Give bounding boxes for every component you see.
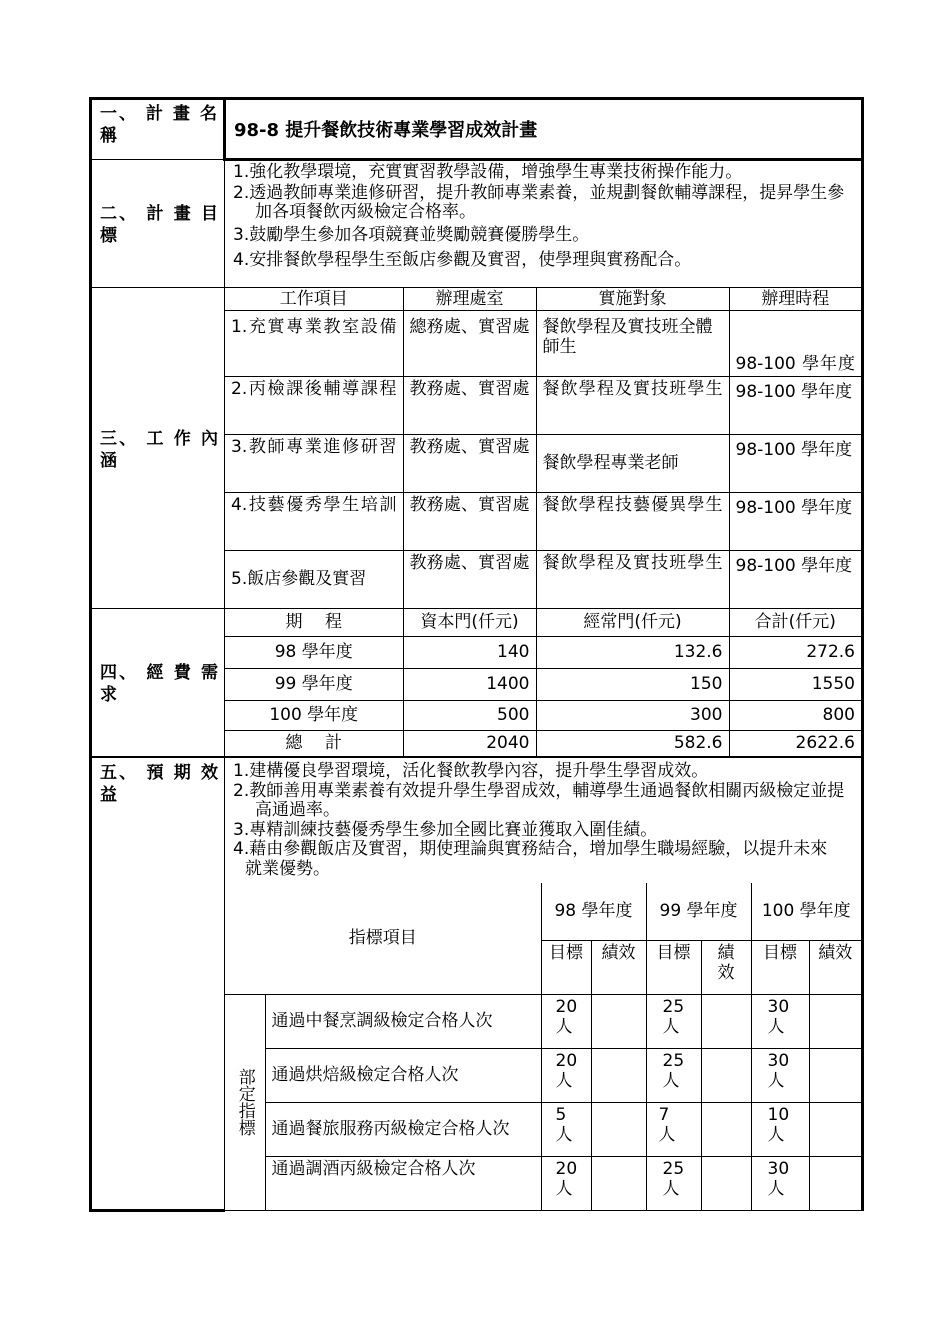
work-target: 餐飲學程專業老師 [536, 434, 729, 492]
objective-item: 3.鼓勵學生參加各項競賽並獎勵競賽優勝學生。 [233, 225, 590, 245]
result-99 [701, 1156, 751, 1210]
budget-total: 800 [729, 700, 861, 730]
target-98: 20 人 [541, 1156, 591, 1210]
section-3-label-a: 三、 工 作 內 [100, 428, 218, 449]
budget-table [225, 609, 861, 756]
plan-table [89, 97, 864, 1212]
target-100: 30 人 [751, 1048, 809, 1102]
work-header-item: 工作項目 [225, 288, 403, 310]
target-98: 20 人 [541, 994, 591, 1048]
work-item: 4.技藝優秀學生培訓 [225, 492, 403, 550]
group-label: 部定指標 [234, 1068, 255, 1137]
objective-item: 2.透過教師專業進修研習，提升教師專業素養，並規劃餐飲輔導課程，提昇學生參加各項餐飲丙級檢定合格率。 [233, 183, 845, 222]
budget-current: 150 [536, 668, 729, 700]
year-header-99: 99 學年度 [646, 883, 751, 940]
work-office: 教務處、實習處 [403, 376, 536, 434]
year-header-100: 100 學年度 [751, 883, 861, 940]
work-target: 餐飲學程技藝優異學生 [536, 492, 729, 550]
target-100: 30 人 [751, 1156, 809, 1210]
table-row [225, 310, 861, 376]
section-2-label-cell [91, 160, 225, 288]
section-3-content [225, 288, 863, 609]
section-5-content [225, 757, 863, 1211]
work-schedule: 98-100 學年度 [729, 310, 861, 376]
table-row [225, 636, 861, 668]
budget-period: 98 學年度 [225, 636, 403, 668]
section-1-content [225, 99, 863, 160]
section-2-label-a: 二、 計 畫 目 [100, 204, 218, 224]
objectives-list [225, 161, 861, 270]
work-office: 教務處、實習處 [403, 550, 536, 608]
work-header-office: 辦理處室 [403, 288, 536, 310]
indicator-name: 通過調酒丙級檢定合格人次 [265, 1156, 541, 1210]
section-2-label-b: 標 [100, 226, 117, 246]
work-target: 餐飲學程及實技班全體師生 [536, 310, 729, 376]
result-header: 績效 [701, 940, 751, 994]
work-item: 1.充實專業教室設備 [225, 310, 403, 376]
table-row [225, 994, 861, 1048]
section-1-label-a: 一、 計 畫 名 [100, 104, 217, 124]
result-98 [591, 1156, 646, 1210]
benefit-item: 1.建構優良學習環境，活化餐飲教學內容，提升學生學習成效。 [233, 761, 709, 781]
result-98 [591, 1102, 646, 1156]
work-target: 餐飲學程及實技班學生 [536, 376, 729, 434]
table-row [225, 668, 861, 700]
target-header: 目標 [646, 940, 701, 994]
target-98: 5 人 [541, 1102, 591, 1156]
budget-total: 1550 [729, 668, 861, 700]
budget-current: 582.6 [536, 730, 729, 756]
section-3-label-cell [91, 288, 225, 609]
budget-header-capital: 資本門(仟元) [403, 609, 536, 636]
indicator-name: 通過中餐烹調級檢定合格人次 [265, 994, 541, 1048]
work-office: 教務處、實習處 [403, 492, 536, 550]
table-row [225, 434, 861, 492]
benefit-item: 3.專精訓練技藝優秀學生參加全國比賽並獲取入圍佳績。 [233, 819, 658, 840]
budget-total: 272.6 [729, 636, 861, 668]
work-schedule: 98-100 學年度 [729, 492, 861, 550]
table-row [225, 376, 861, 434]
budget-header-period: 期 程 [225, 609, 403, 636]
work-header-target: 實施對象 [536, 288, 729, 310]
target-header: 目標 [751, 940, 809, 994]
plan-title: 98-8 提升餐飲技術專業學習成效計畫 [234, 120, 538, 141]
benefit-item: 就業優勢。 [245, 858, 330, 879]
indicator-header: 指標項目 [225, 883, 541, 994]
benefit-item: 4.藉由參觀飯店及實習，期使理論與實務結合，增加學生職場經驗，以提升未來 [233, 839, 828, 859]
result-99 [701, 1102, 751, 1156]
target-100: 30 人 [751, 994, 809, 1048]
section-4-label-cell [91, 609, 225, 758]
work-target: 餐飲學程及實技班學生 [536, 550, 729, 608]
section-5-label-cell [91, 757, 225, 1211]
result-99 [701, 994, 751, 1048]
indicators-table [225, 883, 861, 1210]
budget-capital: 140 [403, 636, 536, 668]
work-office: 總務處、實習處 [403, 310, 536, 376]
budget-header-total: 合計(仟元) [729, 609, 861, 636]
group-label-cell [225, 994, 265, 1210]
table-row [225, 492, 861, 550]
budget-header-current: 經常門(仟元) [536, 609, 729, 636]
result-100 [809, 1048, 861, 1102]
work-schedule: 98-100 學年度 [729, 434, 861, 492]
table-row [225, 550, 861, 608]
plan-document [89, 97, 861, 1212]
budget-period: 99 學年度 [225, 668, 403, 700]
year-header-98: 98 學年度 [541, 883, 646, 940]
table-row [225, 730, 861, 756]
section-4-label-a: 四、 經 費 需 [100, 663, 218, 683]
section-5-label-b: 益 [100, 785, 117, 805]
target-100: 10 人 [751, 1102, 809, 1156]
section-4-label-b: 求 [100, 685, 117, 705]
budget-current: 132.6 [536, 636, 729, 668]
target-header: 目標 [541, 940, 591, 994]
work-header-schedule: 辦理時程 [729, 288, 861, 310]
budget-period: 100 學年度 [225, 700, 403, 730]
benefit-item: 2.教師善用專業素養有效提升學生學習成效，輔導學生通過餐飲相關丙級檢定並提高通過率。 [233, 780, 845, 820]
result-98 [591, 994, 646, 1048]
section-1-label-b: 稱 [100, 126, 117, 146]
indicator-name: 通過餐旅服務丙級檢定合格人次 [265, 1102, 541, 1156]
section-5-label-a: 五、 預 期 效 [100, 763, 218, 783]
section-4-content [225, 609, 863, 758]
work-item: 5.飯店參觀及實習 [225, 550, 403, 608]
section-1-label-cell [91, 99, 225, 160]
result-header: 績效 [591, 940, 646, 994]
budget-capital: 500 [403, 700, 536, 730]
target-99: 25 人 [646, 1048, 701, 1102]
target-98: 20 人 [541, 1048, 591, 1102]
result-100 [809, 994, 861, 1048]
result-100 [809, 1156, 861, 1210]
target-99: 25 人 [646, 1156, 701, 1210]
objective-item: 4.安排餐飲學程學生至飯店參觀及實習，使學理與實務配合。 [233, 250, 692, 270]
objective-item: 1.強化教學環境，充實實習教學設備，增強學生專業技術操作能力。 [233, 162, 743, 182]
section-3-label-b: 涵 [100, 450, 117, 471]
budget-total: 2622.6 [729, 730, 861, 756]
indicator-name: 通過烘焙級檢定合格人次 [265, 1048, 541, 1102]
work-item: 2.丙檢課後輔導課程 [225, 376, 403, 434]
result-100 [809, 1102, 861, 1156]
table-row [225, 1048, 861, 1102]
work-schedule: 98-100 學年度 [729, 550, 861, 608]
table-row [225, 700, 861, 730]
target-99: 25 人 [646, 994, 701, 1048]
result-99 [701, 1048, 751, 1102]
result-98 [591, 1048, 646, 1102]
section-2-content [225, 160, 863, 288]
budget-capital: 2040 [403, 730, 536, 756]
budget-capital: 1400 [403, 668, 536, 700]
work-schedule: 98-100 學年度 [729, 376, 861, 434]
result-header: 績效 [809, 940, 861, 994]
work-item: 3.教師專業進修研習 [225, 434, 403, 492]
target-99: 7 人 [646, 1102, 701, 1156]
work-office: 教務處、實習處 [403, 434, 536, 492]
benefits-list [225, 758, 861, 879]
budget-period: 總 計 [225, 730, 403, 756]
budget-current: 300 [536, 700, 729, 730]
table-row [225, 1102, 861, 1156]
work-items-table [225, 288, 861, 608]
table-row [225, 1156, 861, 1210]
